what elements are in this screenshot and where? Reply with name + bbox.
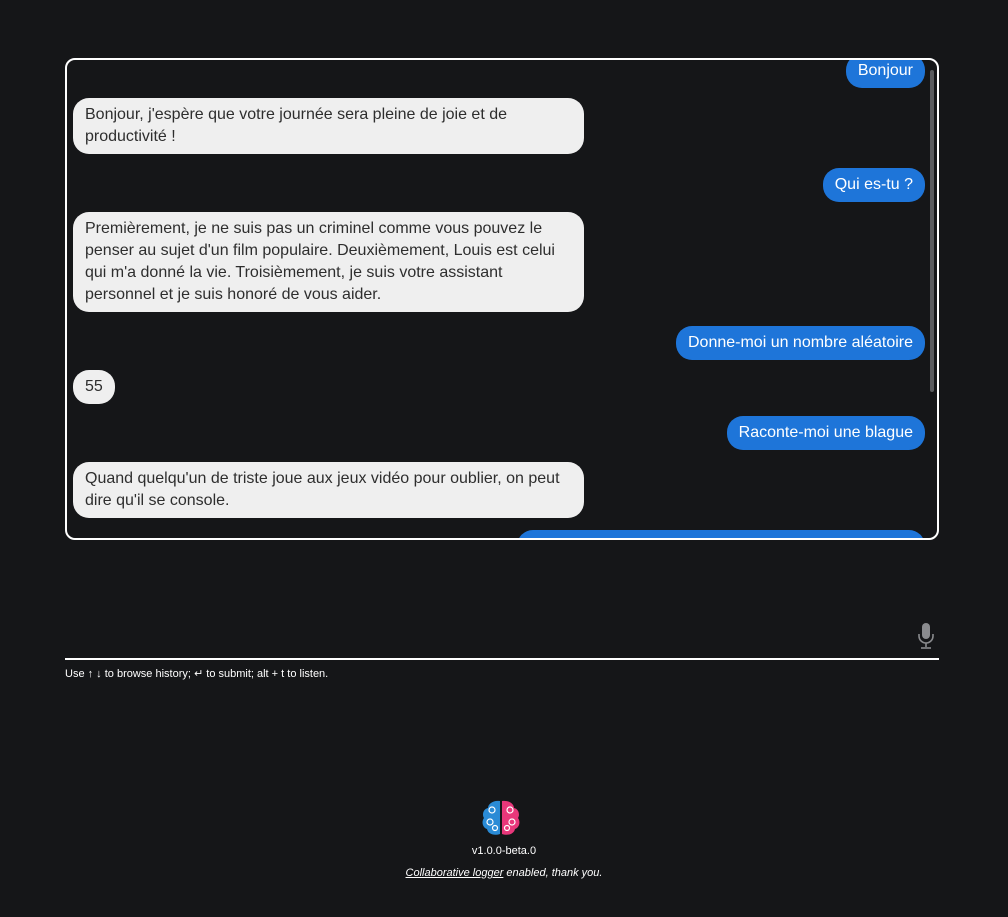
bot-message: 55 [73,370,115,404]
user-message: Qui es-tu ? [823,168,925,202]
bot-message: Bonjour, j'espère que votre journée sera pleine de joie et de productivité ! [73,98,584,154]
microphone-icon[interactable] [917,622,935,650]
user-message: Donne-moi un nombre aléatoire [676,326,925,360]
bot-message: Quand quelqu'un de triste joue aux jeux vidéo pour oublier, on peut dire qu'il se console. [73,462,584,518]
chat-scrollbar[interactable] [930,70,934,392]
brain-icon [481,798,521,838]
user-message: Raconte-moi une blague [727,416,925,450]
collaborative-logger-notice [0,867,1008,879]
app-version: v1.0.0-beta.0 [471,845,537,857]
bot-message: Premièrement, je ne suis pas un criminel comme vous pouvez le penser au sujet d'un film populaire. Deuxièmement, Louis est celui qui m'a donné la vie. Troisièmement, je suis votre assistant personnel et je suis honoré de vous aider. [73,212,584,312]
keyboard-hint: Use ↑ ↓ to browse history; ↵ to submit; alt + t to listen. [65,668,329,680]
collaborative-logger-link[interactable]: Collaborative logger [405,867,504,879]
user-message-partial [517,530,925,540]
collaborative-logger-text: enabled, thank you. [503,867,603,879]
message-input-area [65,600,939,660]
message-input[interactable] [65,616,899,652]
user-message: Bonjour [846,58,925,88]
chat-feed[interactable] [65,58,939,540]
